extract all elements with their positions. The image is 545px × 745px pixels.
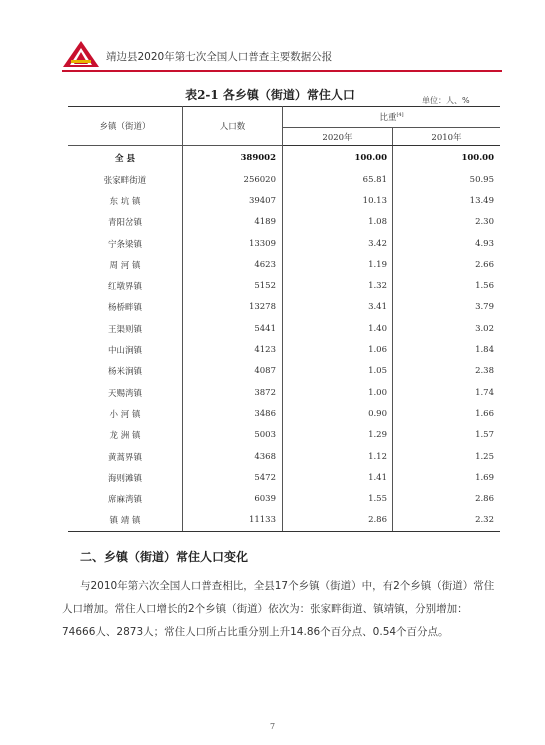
- cell-share-2020: 1.32: [283, 275, 393, 296]
- col-header-population: 人口数: [183, 107, 283, 146]
- cell-share-2010: 4.93: [475, 238, 494, 249]
- table-row: [68, 488, 500, 509]
- cell-share-2020: 10.13: [283, 190, 393, 211]
- cell-name: 青阳岔镇: [68, 212, 183, 233]
- cell-share-2020: 1.06: [283, 339, 393, 360]
- cell-share-2010: 3.02: [475, 323, 494, 334]
- cell-population: 4623: [183, 254, 283, 275]
- cell-population: 5472: [183, 467, 283, 488]
- cell-name: 镇 靖 镇: [68, 510, 183, 532]
- col-header-2010: 2010年: [393, 128, 501, 146]
- cell-population: 5152: [183, 275, 283, 296]
- cell-share-2010: 2.86: [475, 494, 494, 505]
- cell-share-2010: 1.56: [475, 281, 494, 292]
- table-row: [68, 339, 500, 360]
- cell-population: 11133: [183, 510, 283, 532]
- cell-population: 389002: [183, 146, 283, 170]
- col-header-2020: 2020年: [283, 128, 393, 146]
- cell-share-2020: 1.05: [283, 361, 393, 382]
- table-unit: 单位：人、%: [422, 96, 470, 105]
- cell-name: 海则滩镇: [68, 467, 183, 488]
- table-row: [68, 212, 500, 233]
- header-divider: [62, 70, 502, 72]
- cell-population: 5003: [183, 425, 283, 446]
- cell-share-2010: 1.69: [475, 472, 494, 483]
- cell-share-2020: 1.00: [283, 382, 393, 403]
- cell-share-2010: 2.32: [393, 510, 501, 532]
- cell-share-2020: 2.86: [283, 510, 393, 532]
- cell-share-2020: 1.12: [283, 446, 393, 467]
- cell-population: 4123: [183, 339, 283, 360]
- cell-share-2010: 100.00: [461, 152, 494, 163]
- cell-population: 256020: [183, 169, 283, 190]
- cell-population: 39407: [183, 190, 283, 211]
- cell-name: 全 县: [68, 146, 183, 170]
- cell-name: 张家畔街道: [68, 169, 183, 190]
- cell-share-2020: 65.81: [283, 169, 393, 190]
- table-row: [68, 254, 500, 275]
- census-logo-icon: [62, 40, 100, 68]
- cell-population: 13309: [183, 233, 283, 254]
- cell-share-2020: 1.08: [283, 212, 393, 233]
- table-row: [68, 297, 500, 318]
- table-row: [68, 318, 500, 339]
- cell-share-2020: 3.42: [283, 233, 393, 254]
- paragraph-text: 与2010年第六次全国人口普查相比，全县17个乡镇（街道）中，有2个乡镇（街道）常住人口增加。常住人口增长的2个乡镇（街道）依次为：张家畔街道、镇靖镇，分别增加：74666人、2873人；常住人口所占比重分别上升14.86个百分点、0.54个百分点。: [62, 580, 495, 638]
- cell-population: 4189: [183, 212, 283, 233]
- cell-name: 席麻湾镇: [68, 488, 183, 509]
- footnote-marker: [4]: [396, 112, 404, 119]
- cell-share-2020: 1.55: [283, 488, 393, 509]
- table-row: [68, 382, 500, 403]
- table-row: [68, 146, 500, 170]
- table-row: [68, 190, 500, 211]
- table-title: 表2-1 各乡镇（街道）常住人口: [185, 88, 355, 102]
- cell-share-2010: 1.25: [475, 451, 494, 462]
- cell-share-2020: 1.41: [283, 467, 393, 488]
- table-row: [68, 275, 500, 296]
- table-row: [68, 169, 500, 190]
- col-header-share: [283, 107, 501, 128]
- cell-name: 杨桥畔镇: [68, 297, 183, 318]
- cell-share-2010: 1.66: [475, 408, 494, 419]
- cell-share-2010: 1.84: [475, 345, 494, 356]
- cell-population: 6039: [183, 488, 283, 509]
- section-paragraph: [62, 575, 496, 644]
- col-header-name: 乡镇（街道）: [68, 107, 183, 146]
- cell-name: 东 坑 镇: [68, 190, 183, 211]
- cell-share-2020: 3.41: [283, 297, 393, 318]
- table-row: [68, 425, 500, 446]
- col-header-share-label: 比重: [379, 113, 397, 123]
- cell-population: 3486: [183, 403, 283, 424]
- cell-share-2010: 1.57: [475, 430, 494, 441]
- section-heading: 二、乡镇（街道）常住人口变化: [80, 550, 249, 564]
- cell-name: 王渠则镇: [68, 318, 183, 339]
- cell-share-2010: 2.38: [475, 366, 494, 377]
- cell-share-2020: 1.19: [283, 254, 393, 275]
- cell-name: 周 河 镇: [68, 254, 183, 275]
- table-row: [68, 233, 500, 254]
- cell-name: 龙 洲 镇: [68, 425, 183, 446]
- table-row: [68, 467, 500, 488]
- table-body: [68, 146, 500, 532]
- page-number: 7: [269, 722, 276, 731]
- cell-name: 黄蒿界镇: [68, 446, 183, 467]
- table-row: [68, 361, 500, 382]
- cell-share-2020: 100.00: [283, 146, 393, 170]
- table-row: [68, 446, 500, 467]
- cell-name: 中山涧镇: [68, 339, 183, 360]
- cell-name: 天赐湾镇: [68, 382, 183, 403]
- cell-share-2010: 13.49: [469, 195, 494, 206]
- cell-name: 小 河 镇: [68, 403, 183, 424]
- cell-share-2010: 2.66: [475, 259, 494, 270]
- table-row: [68, 510, 500, 532]
- table-row: [68, 403, 500, 424]
- cell-share-2010: 1.74: [475, 387, 494, 398]
- cell-share-2010: 2.30: [475, 217, 494, 228]
- page-header: [62, 40, 502, 68]
- cell-share-2020: 1.40: [283, 318, 393, 339]
- cell-share-2020: 1.29: [283, 425, 393, 446]
- cell-name: 宁条梁镇: [68, 233, 183, 254]
- cell-name: 杨米涧镇: [68, 361, 183, 382]
- cell-population: 3872: [183, 382, 283, 403]
- cell-share-2010: 3.79: [475, 302, 494, 313]
- cell-population: 5441: [183, 318, 283, 339]
- cell-share-2020: 0.90: [283, 403, 393, 424]
- cell-name: 红墩界镇: [68, 275, 183, 296]
- cell-population: 4368: [183, 446, 283, 467]
- header-title: 靖边县2020年第七次全国人口普查主要数据公报: [106, 51, 333, 63]
- cell-population: 4087: [183, 361, 283, 382]
- cell-share-2010: 50.95: [469, 174, 494, 185]
- population-table: [68, 106, 500, 532]
- cell-population: 13278: [183, 297, 283, 318]
